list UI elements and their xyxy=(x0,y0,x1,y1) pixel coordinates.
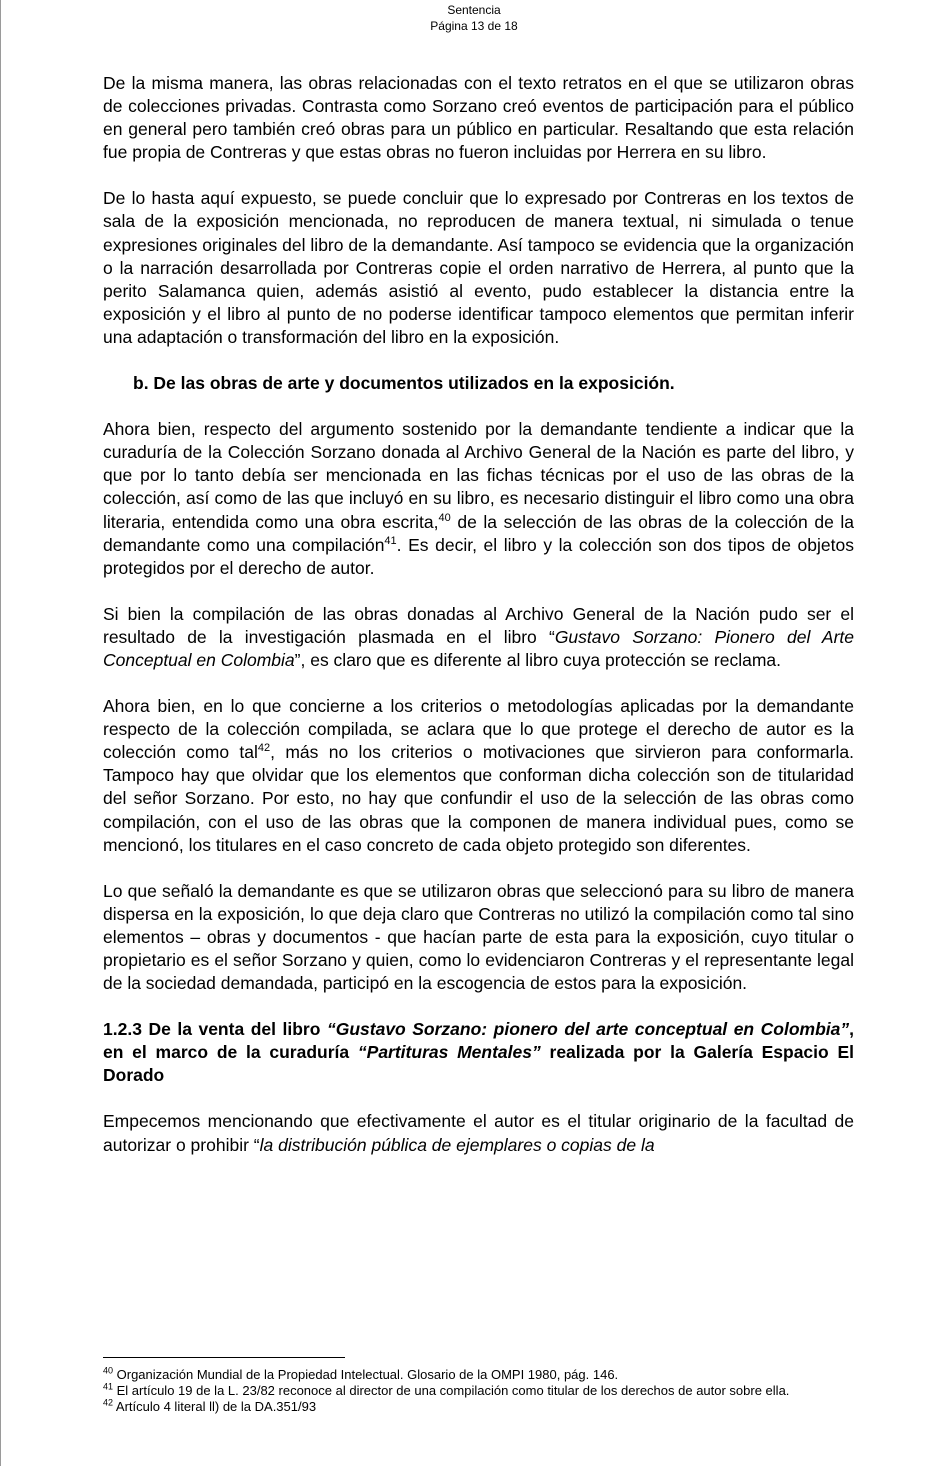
paragraph-5-text-a: Ahora bien, en lo que concierne a los criterios o metodologías aplicadas por la demandante respecto de la colección compilada, se aclara que lo que protege el derecho de autor es la colección como tal xyxy=(103,696,854,763)
section-heading-text-a: 1.2.3 De la venta del libro xyxy=(103,1019,327,1040)
paragraph-1: De la misma manera, las obras relacionadas con el texto retratos en el que se utilizaron obras de colecciones privadas. Contrasta como Sorzano creó eventos de participación para el público en general pero también creó obras para un público en particular. Resaltando que esta relación fue propia de Contreras y que estas obras no fueron incluidas por Herrera en su libro. xyxy=(103,73,854,163)
document-title: Sentencia xyxy=(447,3,501,17)
paragraph-5 xyxy=(103,695,854,857)
footnote-ref-41: 41 xyxy=(384,534,397,547)
paragraph-5-text-b: , más no los criterios o motivaciones que sirvieron para conformarla. Tampoco hay que olvidar que los elementos que conforman dicha colección son de titularidad del señor Sorzano. Por esto, no hay que confundir el uso de la selección de las obras como compilación, con el uso de las obras que la componen de manera individual pues, como se mencionó, los titulares en el caso concreto de cada objeto protegido son diferentes. xyxy=(103,742,854,855)
footnote-ref-42: 42 xyxy=(257,742,271,755)
footnote-number: 42 xyxy=(103,1398,114,1409)
paragraph-7-text-a: Empecemos mencionando que efectivamente el autor es el titular originario de la facultad de autorizar o prohibir “ xyxy=(103,1111,854,1155)
paragraph-3-text-b: de la selección de las obras de la colección de la demandante como una compilación xyxy=(103,511,855,555)
quote-italic: la distribución pública de ejemplares o copias de la xyxy=(259,1134,655,1155)
page-number: Página 13 de 18 xyxy=(430,19,518,33)
book-title-italic: Gustavo Sorzano: Pionero del Arte Conceptual en Colombia xyxy=(103,626,854,670)
paragraph-4-text-b: ”, es claro que es diferente al libro cuya protección se reclama. xyxy=(294,649,782,670)
footnote-text: El artículo 19 de la L. 23/82 reconoce al director de una compilación como titular de los derechos de autor sobre ella. xyxy=(113,1383,790,1399)
footnote-number: 40 xyxy=(103,1365,114,1376)
section-heading-text-c: realizada por la Galería Espacio El Dorado xyxy=(103,1042,855,1086)
footnote-ref-40: 40 xyxy=(438,511,451,524)
page-left-edge xyxy=(0,0,1,1466)
document-body xyxy=(103,72,854,1157)
section-heading-1-2-3 xyxy=(103,1018,854,1087)
subheading-b: b. De las obras de arte y documentos utilizados en la exposición. xyxy=(133,373,675,394)
footnote-number: 41 xyxy=(103,1381,114,1392)
section-heading-text-b: , en el marco de la curaduría xyxy=(103,1019,854,1063)
paragraph-7 xyxy=(103,1110,854,1156)
footnote-text: Artículo 4 literal ll) de la DA.351/93 xyxy=(113,1399,317,1415)
paragraph-3-text-a: Ahora bien, respecto del argumento sostenido por la demandante tendiente a indicar que la curaduría de la Colección Sorzano donada al Archivo General de la Nación es parte del libro, y que por lo tanto debía ser mencionada en las fichas técnicas por el uso de las obras de la colección, así como de las que incluyó en su libro, es necesario distinguir el libro como una obra literaria, entendida como una obra escrita, xyxy=(103,419,854,532)
footnote-separator xyxy=(103,1357,345,1358)
paragraph-2: De lo hasta aquí expuesto, se puede concluir que lo expresado por Contreras en los textos de sala de la exposición mencionada, no reproducen de manera textual, ni simulada o tenue expresiones originales del libro de la demandante. Así tampoco se evidencia que la organización o la narración desarrollada por Contreras copie el orden narrativo de Herrera, al punto que la perito Salamanca quien, además asistió al evento, pudo establecer la distancia entre la exposición y el libro al punto de no poderse identificar tampoco elementos que permitan inferir una adaptación o transformación del libro en la exposición. xyxy=(103,188,854,347)
section-heading-italic-1: “Gustavo Sorzano: pionero del arte conceptual en Colombia” xyxy=(326,1019,850,1040)
paragraph-3 xyxy=(103,418,854,580)
footnote-42 xyxy=(103,1399,854,1415)
paragraph-4-text-a: Si bien la compilación de las obras donadas al Archivo General de la Nación pudo ser el resultado de la investigación plasmada en el libro “ xyxy=(103,603,854,647)
footnotes xyxy=(103,1367,854,1416)
footnote-text: Organización Mundial de la Propiedad Intelectual. Glosario de la OMPI 1980, pág. 146. xyxy=(113,1367,619,1382)
page-header xyxy=(0,2,948,34)
section-heading-italic-2: “Partituras Mentales” xyxy=(357,1042,541,1063)
paragraph-3-text-c: . Es decir, el libro y la colección son dos tipos de objetos protegidos por el derecho de autor. xyxy=(103,534,854,578)
footnote-41 xyxy=(103,1383,854,1399)
paragraph-6: Lo que señaló la demandante es que se utilizaron obras que seleccionó para su libro de manera dispersa en la exposición, lo que deja claro que Contreras no utilizó la compilación como tal sino elementos – obras y documentos - que hacían parte de esta para la exposición, cuyo titular o propietario es el señor Sorzano y quien, como lo evidenciaron Contreras y el representante legal de la sociedad demandada, participó en la escogencia de estos para la exposición. xyxy=(103,880,854,994)
paragraph-4 xyxy=(103,603,854,672)
footnote-40 xyxy=(103,1367,854,1383)
